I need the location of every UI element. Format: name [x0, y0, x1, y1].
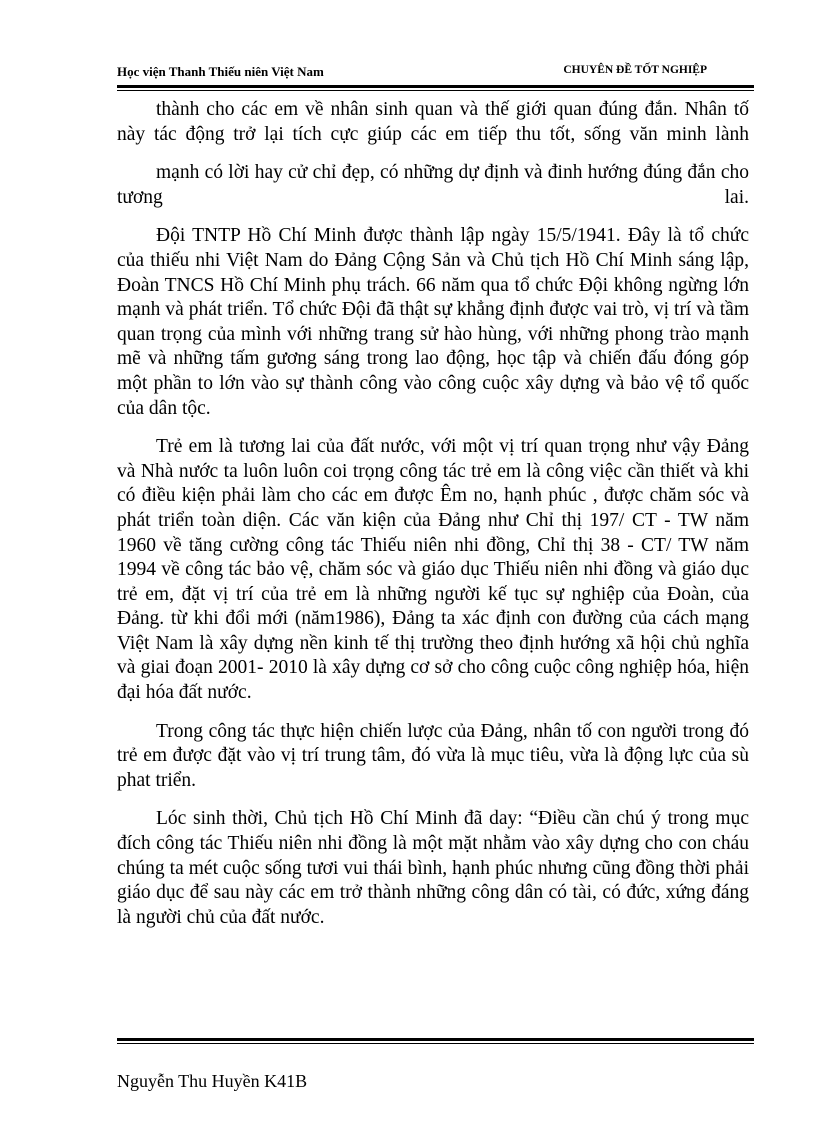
header-rule-thin [117, 90, 754, 91]
paragraph-4: Trẻ em là tương lai của đất nước, với một vị trí quan trọng như vậy Đảng và Nhà nước ta luôn luôn coi trọng công tác trẻ em là công việc cần thiết và khi có điều kiện phải làm cho các em được Êm no, hạnh phúc , được chăm sóc và phát triển toàn diện. Các văn kiện của Đảng như Chỉ thị 197/ CT - TW năm 1960 về tăng cường công tác Thiếu niên nhi đồng, Chỉ thị 38 - CT/ TW năm 1994 về công tác bảo vệ, chăm sóc và giáo dục Thiếu niên nhi đồng và giáo dục trẻ em, đặt vị trí của trẻ em là những người kế tục sự nghiệp của Đoàn, của Đảng. từ khi đổi mới (năm1986), Đảng ta xác định con đường của cách mạng Việt Nam là xây dựng nền kinh tế thị trường theo định hướng xã hội chủ nghĩa và giai đoạn 2001- 2010 là xây dựng cơ sở cho công cuộc công nghiệp hóa, hiện đại hóa đất nước. [117, 436, 749, 704]
paragraph-1: thành cho các em về nhân sinh quan và thế giới quan đúng đắn. Nhân tố này tác động trở lại tích cực giúp các em tiếp thu tốt, sống văn minh lành [117, 99, 749, 145]
paragraph-3: Đội TNTP Hồ Chí Minh được thành lập ngày 15/5/1941. Đây là tổ chức của thiếu nhi Việt Nam do Đảng Cộng Sản và Chủ tịch Hồ Chí Minh sáng lập, Đoàn TNCS Hồ Chí Minh phụ trách. 66 năm qua tổ chức Đội không ngừng lớn mạnh và phát triển. Tổ chức Đội đã thật sự khẳng định được vai trò, vị trí và tầm quan trọng của mình với những trang sử hào hùng, với những phong trào mạnh mẽ và những tấm gương sáng trong lao động, học tập và chiến đấu đóng góp một phần to lớn vào sự thành công vào công cuộc xây dựng và bảo vệ tổ quốc của dân tộc. [117, 225, 749, 419]
footer-rule-thick [117, 1038, 754, 1041]
header-document-type: CHUYÊN ĐỀ TỐT NGHIỆP [563, 64, 707, 76]
header-rule-thick [117, 85, 754, 88]
paragraph-6: Lóc sinh thời, Chủ tịch Hồ Chí Minh đã day: “Điều cần chú ý trong mục đích công tác Thiếu niên nhi đồng là một mặt nhằm vào xây dựng cho con cháu chúng ta mét cuộc sống tươi vui thái bình, hạnh phúc nhưng cũng đồng thời phải giáo dục để sau này các em trở thành những công dân có tài, có đức, xứng đáng là người chủ của đất nước. [117, 808, 749, 928]
paragraph-2: mạnh có lời hay cử chỉ đẹp, có những dự định và đinh hướng đúng đắn cho tương lai. [117, 162, 749, 208]
paragraph-5: Trong công tác thực hiện chiến lược của Đảng, nhân tố con người trong đó trẻ em được đặt vào vị trí trung tâm, đó vừa là mục tiêu, vừa là động lực của sù phat triển. [117, 720, 749, 791]
footer-rule-thin [117, 1043, 754, 1044]
header-institution: Học viện Thanh Thiếu niên Việt Nam [117, 64, 324, 79]
body-text [117, 98, 749, 930]
page-header [117, 64, 757, 84]
page-footer-author: Nguyễn Thu Huyền K41B [117, 1071, 308, 1091]
